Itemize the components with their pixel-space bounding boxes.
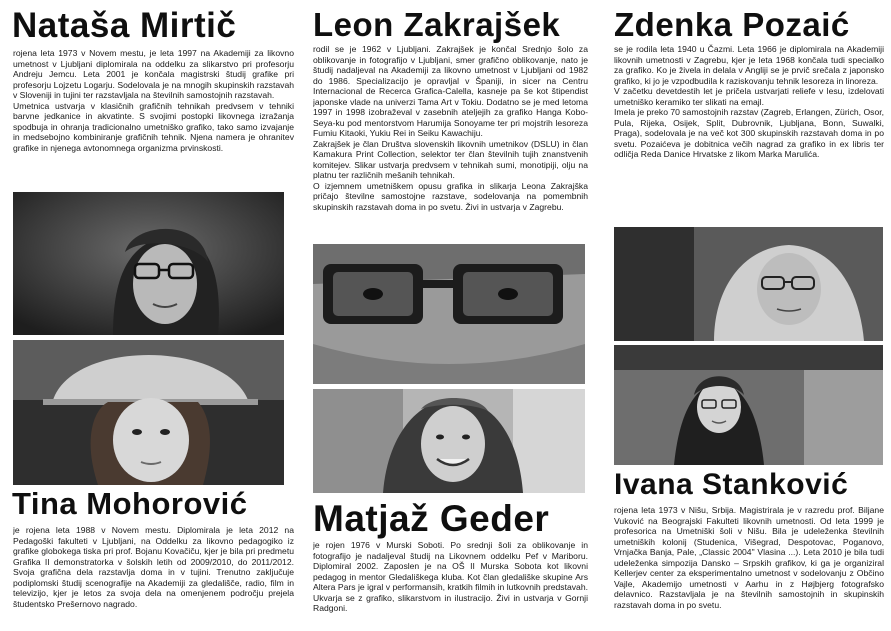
bio-paragraph: rojena leta 1973 v Novem mestu, je leta 1997 na Akademiji za likovno umetnost v Ljubljani diplomirala na oddelku za slikarstvo pri profesorju Andreju Jemcu. Leta 2001 je končala magistrski študij grafike pri profesorju Lojzetu Logarju. Sodelovala je na mnogih skupinskih razstavah v Sloveniji in tujini ter razstavljala na številnih samostojnih razstavah.: [13, 48, 294, 100]
artist-name-zakrajsek: Leon Zakrajšek: [313, 6, 561, 43]
bio-paragraph: rodil se je 1962 v Ljubljani. Zakrajšek je končal Srednjo šolo za oblikovanje in fotografijo v Ljubljani, smer grafično oblikovanje, nato je študij nadaljeval na Akademiji za likovno umetnost v Ljubljani od 1982 do 1986. Specializacijo je opravljal v Španiji, in sicer na Centru Internacional de Recerca Grafica-Calella, kasneje pa še kot štipendist japonske vlade na univerzi Tama Art v Tokiu. Dodatno se je med letoma 1997 in 1998 izobraževal v zasebnih ateljejih za grafiko Hanga Kobo-Seya-ku pod mentorstvom Harumija Sonoyame ter pri mojstrih lesoreza Fumiu Kitaoki, Yukiu Rei in Seiku Kawachiju.: [313, 44, 588, 138]
artist-bio-mirtic: [13, 48, 294, 188]
bio-paragraph: je rojen 1976 v Murski Soboti. Po srednji šoli za oblikovanje in fotografijo je nadaljeval študij na Likovnem oddelku Pef v Mariboru. Diplomiral 2002. Zaposlen je na OŠ II Murska Sobota kot likovni pedagog in mentor Gledališkega kluba. Kot član gledališke skupine Ars Altera Pars je igral v performansih, kratkih filmih in lutkovnih predstavah. Ukvarja se z grafiko, slikarstvom in ilustracijo. Živi in ustvarja v Gornji Radgoni.: [313, 540, 588, 613]
portrait-photo-geder: [313, 389, 585, 493]
bio-paragraph: V začetku devetdestih let je pričela ustvarjati reliefe v lesu, izdelovati umetniško keramiko ter slikati na emajl.: [614, 86, 884, 107]
portrait-photo-mirtic: [13, 192, 284, 335]
bio-paragraph: je rojena leta 1988 v Novem mestu. Diplomirala je leta 2012 na Pedagoški fakulteti v Ljubljani, na Oddelku za likovno pedagogiko iz grafike globokega tiska pri prof. Bojanu Kovačiču, kjer je bila pri predmetu Grafika II demonstratorka v šolskih letih od 2009/2010, do 2011/2012. Svoja grafična dela razstavlja doma in v tujini. Trenutno zaključuje podiplomski študij scenografije na Akademiji za gledališče, radio, film in televizijo, kjer je letos za svoja dela na omenjenem področju prejela študentsko Prešernovo nagrado.: [13, 525, 294, 609]
artist-bio-stankovic: [614, 505, 884, 627]
artist-name-geder: Matjaž Geder: [313, 498, 550, 539]
artist-bio-zakrajsek: [313, 44, 588, 240]
bio-paragraph: se je rodila leta 1940 u Čazmi. Leta 1966 je diplomirala na Akademiji likovnih umetnosti v Zagrebu, kjer je leta 1968 končala tudi specialko za grafiko. Ko je živela in delala v Angliji se je prvič srečala z japonsko grafiko, ki jo je vzpodbudila k raziskovanju tehnik lesoreza in linoreza.: [614, 44, 884, 86]
artist-bio-geder: [313, 540, 588, 628]
portrait-photo-mohorovic: [13, 340, 284, 485]
bio-paragraph: Umetnica ustvarja v klasičnih grafičnih tehnikah predvsem v tehniki barvne jedkanice in akvatinte. S svojimi postopki likovnega izražanja spodbuja in ohranja tradicionalno umetniško grafiko, tako samo izvajanje in medsebojno kombiniranje grafičnih tehnik. Njena namera je ohranitev grafike in njenega avtonomnega organizma prvinskosti.: [13, 100, 294, 153]
artist-name-stankovic: Ivana Stanković: [614, 468, 849, 501]
artist-bio-mohorovic: [13, 525, 294, 625]
portrait-photo-stankovic: [614, 345, 883, 465]
artist-name-pozaic: Zdenka Pozaić: [614, 6, 850, 43]
bio-paragraph: Imela je preko 70 samostojnih razstav (Zagreb, Erlangen, Zürich, Osor, Pula, Rijeka, Osijek, Split, Dubrovnik, Ljubljana, Bonn, Suwalki, Praga), sodelovala je na več kot 300 skupinskih razstavah doma in po svetu. Pozaićeva je dobitnica večih nagrad za grafiko in ex libris ter odličja Reda Danice Hrvatske z likom Marka Marulića.: [614, 107, 884, 159]
artist-bio-pozaic: [614, 44, 884, 224]
portrait-photo-zakrajsek: [313, 244, 585, 384]
bio-paragraph: rojena leta 1973 v Nišu, Srbija. Magistrirala je v razredu prof. Biljane Vuković na Beograjski Fakulteti likovnih umetnosti. Od leta 1999 je profesorica na Umetniški šoli v Nišu. Bila je udeleženka številnih umetniških kolonij (Studenica, Višegrad, Despotovac, Poganovo, Vrnjačka Banja, Pale, „Classic 2004" Vlasina ...). Leta 2010 je bila tudi udeleženka simpozija Dansko – Srpskih grafikov, ki ga je organiziral Kellerjev center za eksperimentalno umetnost v sodelovanju z Občino Vajle, Akademijo umetnosti v Aarhu in z Højbjerg fotografsko delavnico. Razstavljala je na številnih samostojnih in skupinskih razstavah doma in po svetu.: [614, 505, 884, 610]
bio-paragraph: Zakrajšek je član Društva slovenskih likovnih umetnikov (DSLU) in član Kamakura Print Collection, selektor ter član številnih tujih znanstvenih komitejev. Slikar ustvarja predvsem v tehnikah sumi, monotipiji, olju na platnu ter različnih mešanih tehnikah.: [313, 138, 588, 180]
portrait-photo-pozaic: [614, 227, 883, 341]
bio-paragraph: O izjemnem umetniškem opusu grafika in slikarja Leona Zakrajška pričajo številne samostojne razstave, sodelovanja na pomembnih skupinskih razstavah doma in po svetu. Živi in ustvarja v Zagrebu.: [313, 180, 588, 212]
artist-name-mohorovic: Tina Mohorović: [12, 486, 248, 521]
artist-name-mirtic: Nataša Mirtič: [12, 6, 237, 45]
